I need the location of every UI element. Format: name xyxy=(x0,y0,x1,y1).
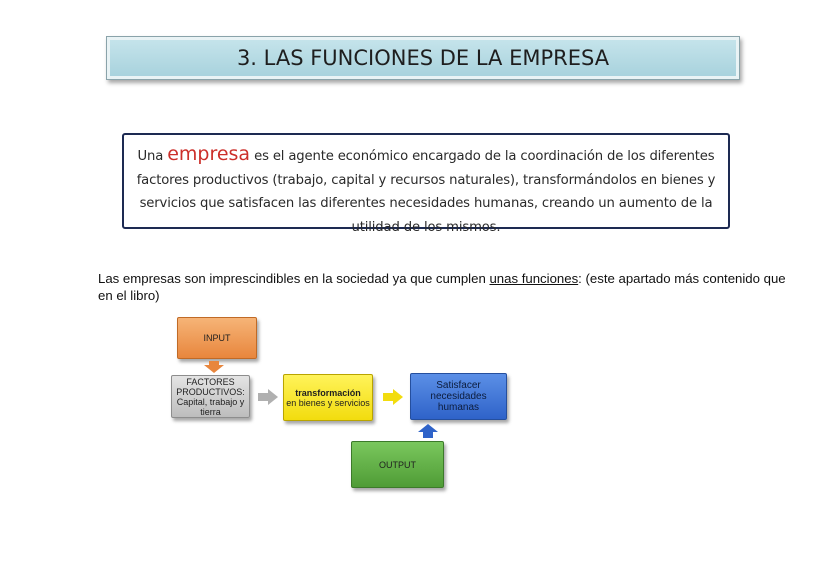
definition-highlight: empresa xyxy=(167,143,251,165)
up-arrow-icon xyxy=(418,424,438,438)
output-label: OUTPUT xyxy=(379,459,416,470)
definition-prefix: Una xyxy=(137,149,168,164)
input-label: INPUT xyxy=(203,333,231,343)
down-arrow-icon xyxy=(204,361,224,373)
title-banner xyxy=(106,36,740,80)
page-title: 3. LAS FUNCIONES DE LA EMPRESA xyxy=(236,46,610,70)
definition-box xyxy=(122,133,730,235)
factores-box xyxy=(171,375,250,418)
intro-underlined: unas funciones xyxy=(489,271,579,286)
intro-before: Las empresas son imprescindibles en la sociedad ya que cumplen xyxy=(98,271,490,286)
right-arrow-icon xyxy=(258,389,278,405)
factores-label: FACTORES PRODUCTIVOS: Capital, trabajo y tierra xyxy=(176,376,245,417)
transformacion-bold: transformación xyxy=(295,387,361,398)
transformacion-rest: en bienes y servicios xyxy=(286,397,370,408)
intro-after: : (este apartado más contenido que en el libro) xyxy=(98,271,786,303)
input-box xyxy=(177,317,257,359)
transformacion-box xyxy=(283,374,373,421)
definition-text: es el agente económico encargado de la coordinación de los diferentes factores productivos (trabajo, capital y recursos naturales), transformándolos en bienes y servicios que satisfacen las diferentes necesidades humanas, creando un aumento de la utilidad de los mismos. xyxy=(136,149,716,235)
right-arrow-icon xyxy=(383,389,403,405)
satisfacer-box xyxy=(410,373,507,420)
intro-paragraph xyxy=(98,270,798,304)
output-box xyxy=(351,441,444,488)
satisfacer-label: Satisfacer necesidades humanas xyxy=(430,380,487,413)
